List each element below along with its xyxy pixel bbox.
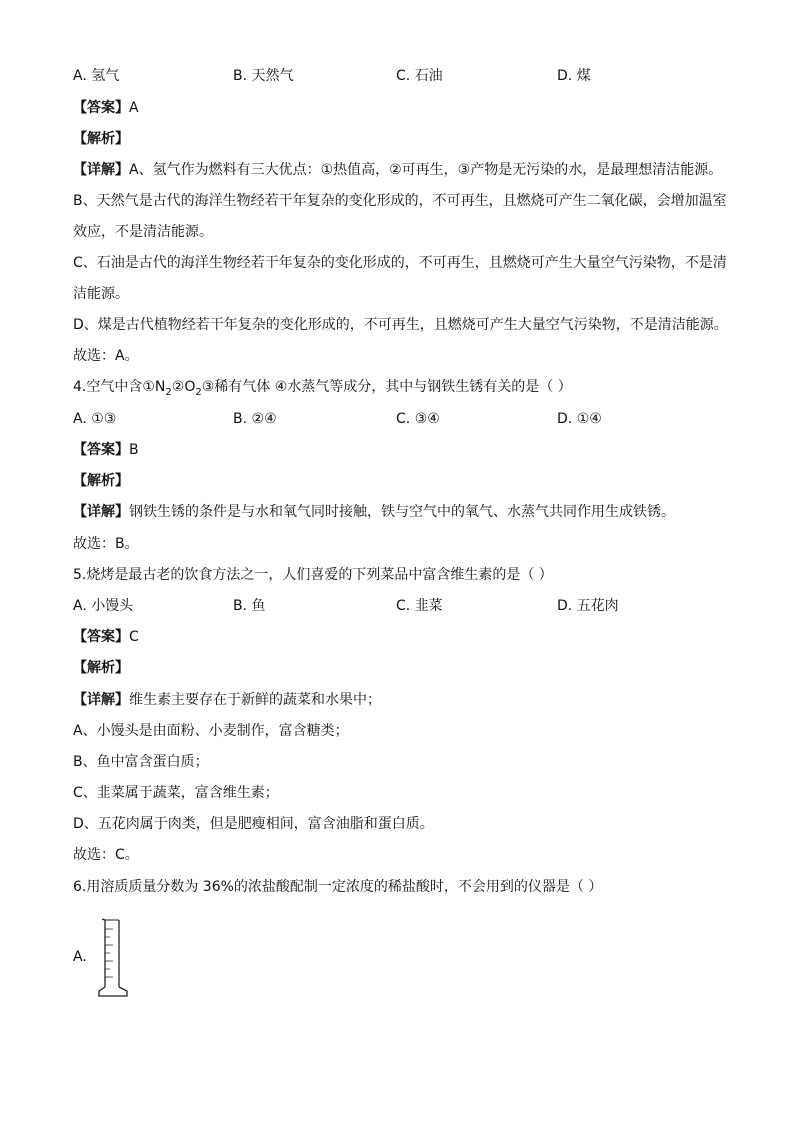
- q3-answer: 【答案】A: [73, 100, 139, 116]
- q3-option-d: D. 煤: [557, 68, 591, 84]
- q5-answer: 【答案】C: [73, 629, 139, 645]
- q6-option-a-letter: A.: [73, 949, 87, 965]
- q3-option-b: B. 天然气: [233, 68, 294, 84]
- q3-detail-line-2: B、天然气是古代的海洋生物经若干年复杂的变化形成的，不可再生，且燃烧可产生二氧化碳，会增加温室: [73, 193, 727, 209]
- q3-detail-line-1: 【详解】A、氢气作为燃料有三大优点：①热值高，②可再生，③产物是无污染的水，是最理想清洁能源。: [73, 162, 723, 178]
- q5-detail-line-2: A、小馒头是由面粉、小麦制作，富含糖类；: [73, 723, 349, 739]
- q3-option-c: C. 石油: [396, 68, 443, 84]
- q3-option-a: A. 氢气: [73, 68, 120, 84]
- q5-option-b: B. 鱼: [233, 598, 266, 614]
- q5-option-a: A. 小馒头: [73, 598, 134, 614]
- q5-option-d: D. 五花肉: [557, 598, 619, 614]
- q6-stem: 6.用溶质质量分数为 36%的浓盐酸配制一定浓度的稀盐酸时，不会用到的仪器是（ ）: [73, 879, 603, 895]
- q5-option-c: C. 韭菜: [396, 598, 443, 614]
- q4-option-c: C. ③④: [396, 411, 440, 427]
- q3-detail-line-5: 洁能源。: [73, 286, 129, 302]
- q5-analysis-label: 【解析】: [73, 660, 129, 676]
- q5-stem: 5.烧烤是最古老的饮食方法之一，人们喜爱的下列菜品中富含维生素的是（ ）: [73, 567, 553, 583]
- q4-conclusion: 故选：B。: [73, 536, 139, 552]
- q5-detail-line-3: B、鱼中富含蛋白质；: [73, 754, 209, 770]
- q5-detail-line-5: D、五花肉属于肉类，但是肥瘦相间，富含油脂和蛋白质。: [73, 816, 434, 832]
- q5-detail-line-1: 【详解】维生素主要存在于新鲜的蔬菜和水果中；: [73, 692, 381, 708]
- q3-detail-line-4: C、石油是古代的海洋生物经若干年复杂的变化形成的，不可再生，且燃烧可产生大量空气污染物，不是清: [73, 255, 727, 271]
- q5-conclusion: 故选：C。: [73, 847, 139, 863]
- q3-detail-line-6: D、煤是古代植物经若干年复杂的变化形成的，不可再生，且燃烧可产生大量空气污染物，不是清洁能源。: [73, 317, 728, 333]
- q4-detail: 【详解】钢铁生锈的条件是与水和氧气同时接触，铁与空气中的氧气、水蒸气共同作用生成铁锈。: [73, 504, 675, 520]
- q4-option-a: A. ①③: [73, 411, 117, 427]
- q4-stem: 4.空气中含$①N_2②O_2③$稀有气体 ④水蒸气等成分，其中与钢铁生锈有关的是（ ）: [73, 379, 572, 398]
- q4-answer: 【答案】B: [73, 442, 139, 458]
- q3-analysis-label: 【解析】: [73, 131, 129, 147]
- q3-detail-line-3: 效应，不是清洁能源。: [73, 224, 213, 240]
- q4-option-d: D. ①④: [557, 411, 602, 427]
- q4-option-b: B. ②④: [233, 411, 277, 427]
- q3-conclusion: 故选：A。: [73, 348, 139, 364]
- q5-detail-line-4: C、韭菜属于蔬菜，富含维生素；: [73, 785, 279, 801]
- graduated-cylinder-icon: [96, 917, 136, 999]
- q4-analysis-label: 【解析】: [73, 473, 129, 489]
